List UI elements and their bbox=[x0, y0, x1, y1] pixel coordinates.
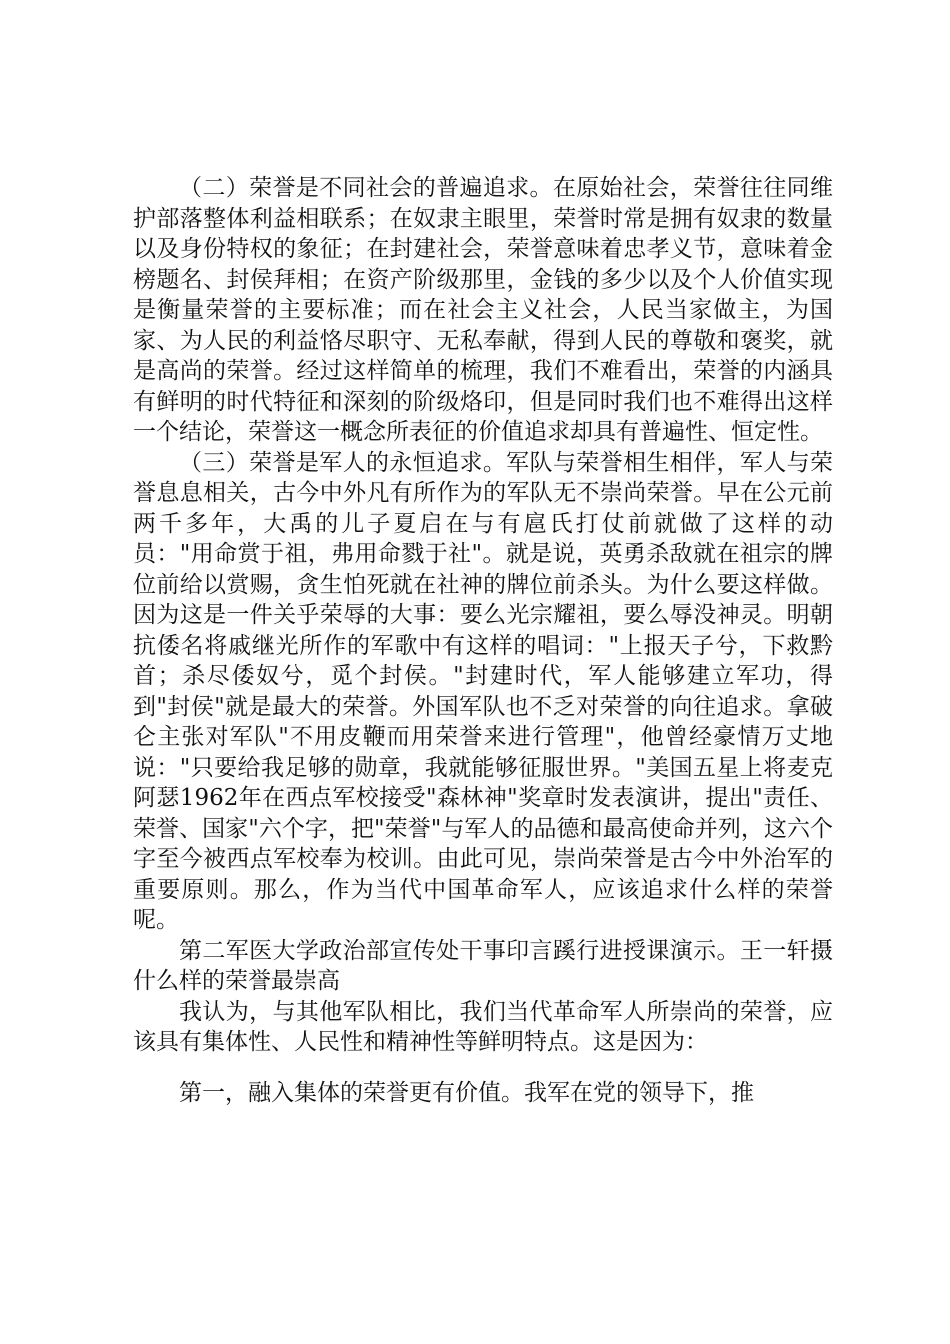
paragraph-honor-soldiers: （三）荣誉是军人的永恒追求。军队与荣誉相生相伴，军人与荣誉息息相关，古今中外凡有所作为的军队无不崇尚荣誉。早在公元前两千多年，大禹的儿子夏启在与有扈氏打仗前就做了这样的动员："用命赏于祖，弗用命戮于社"。就是说，英勇杀敌就在祖宗的牌位前给以赏赐，贪生怕死就在社神的牌位前杀头。为什么要这样做。因为这是一件关乎荣辱的大事：要么光宗耀祖，要么辱没神灵。明朝抗倭名将戚继光所作的军歌中有这样的唱词："上报天子兮，下救黔首；杀尽倭奴兮，觅个封侯。"封建时代，军人能够建立军功，得到"封侯"就是最大的荣誉。外国军队也不乏对荣誉的向往追求。拿破仑主张对军队"不用皮鞭而用荣誉来进行管理"，他曾经豪情万丈地说："只要给我足够的勋章，我就能够征服世界。"美国五星上将麦克阿瑟1962年在西点军校接受"森林神"奖章时发表演讲，提出"责任、荣誉、国家"六个字，把"荣誉"与军人的品德和最高使命并列，这六个字至今被西点军校奉为校训。由此可见，崇尚荣誉是古今中外治军的重要原则。那么，作为当代中国革命军人，应该追求什么样的荣誉呢。 bbox=[133, 449, 833, 933]
paragraph-honor-features: 我认为，与其他军队相比，我们当代革命军人所崇尚的荣誉，应该具有集体性、人民性和精神性等鲜明特点。这是因为： bbox=[133, 998, 833, 1055]
paragraph-photo-caption: 第二军医大学政治部宣传处干事印言蹊行进授课演示。王一轩摄什么样的荣誉最崇高 bbox=[133, 937, 833, 994]
document-body bbox=[133, 173, 833, 1108]
paragraph-honor-societies: （二）荣誉是不同社会的普遍追求。在原始社会，荣誉往往同维护部落整体利益相联系；在奴隶主眼里，荣誉时常是拥有奴隶的数量以及身份特权的象征；在封建社会，荣誉意味着忠孝义节，意味着金榜题名、封侯拜相；在资产阶级那里，金钱的多少以及个人价值实现是衡量荣誉的主要标准；而在社会主义社会，人民当家做主，为国家、为人民的利益恪尽职守、无私奉献，得到人民的尊敬和褒奖，就是高尚的荣誉。经过这样简单的梳理，我们不难看出，荣誉的内涵具有鲜明的时代特征和深刻的阶级烙印，但是同时我们也不难得出这样一个结论，荣誉这一概念所表征的价值追求却具有普遍性、恒定性。 bbox=[133, 175, 833, 445]
paragraph-collective-honor: 第一，融入集体的荣誉更有价值。我军在党的领导下，推 bbox=[179, 1079, 754, 1106]
